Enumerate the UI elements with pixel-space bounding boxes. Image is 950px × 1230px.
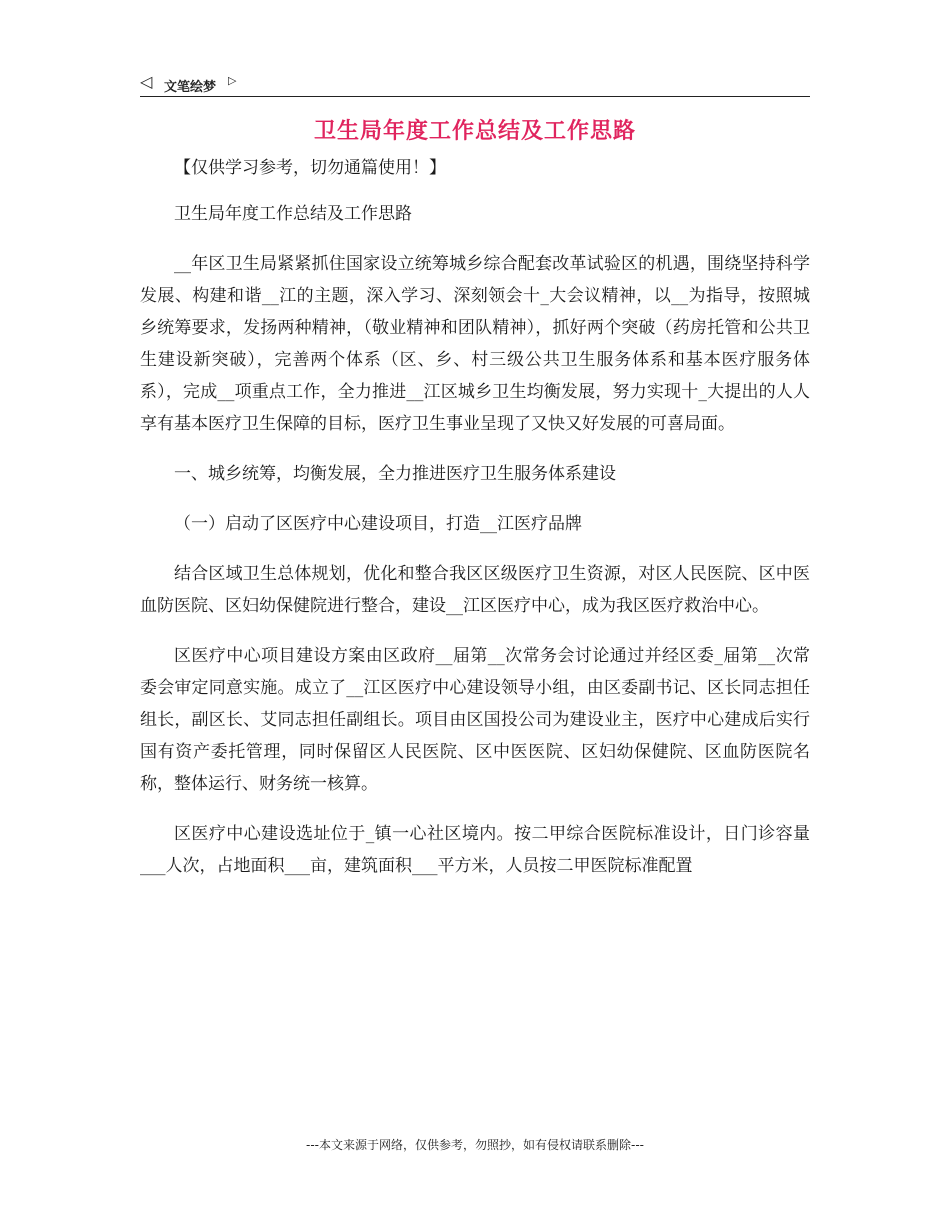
brand-name: 文笔绘梦 [164,80,217,95]
subsection-heading-1: （一）启动了区医疗中心建设项目，打造__江医疗品牌 [174,514,582,534]
page-header [140,72,810,97]
usage-notice: 【仅供学习参考，切勿通篇使用！】 [174,158,446,178]
document-title: 卫生局年度工作总结及工作思路 [313,119,636,144]
paragraph-intro: __年区卫生局紧紧抓住国家设立统筹城乡综合配套改革试验区的机遇，围绕坚持科学发展、构建和谐__江的主题，深入学习、深刻领会十_大会议精神，以__为指导，按照城乡统筹要求，发扬两种精神，（敬业精神和团队精神），抓好两个突破（药房托管和公共卫生建设新突破），完善两个体系（区、乡、村三级公共卫生服务体系和基本医疗服务体系），完成__项重点工作，全力推进__江区城乡卫生均衡发展，努力实现十_大提出的人人享有基本医疗卫生保障的目标，医疗卫生事业呈现了又快又好发展的可喜局面。 [140,254,810,434]
section-heading-1: 一、城乡统筹，均衡发展，全力推进医疗卫生服务体系建设 [174,464,616,484]
triangle-right-icon: ▷ [228,74,237,87]
triangle-left-icon: ◁ [140,72,153,91]
document-body [140,152,810,900]
page-footer: ---本文来源于网络，仅供参考，勿照抄，如有侵权请联系删除--- [306,1138,644,1152]
paragraph-integration: 结合区域卫生总体规划，优化和整合我区区级医疗卫生资源，对区人民医院、区中医血防医院、区妇幼保健院进行整合，建设__江区医疗中心，成为我区医疗救治中心。 [140,564,810,616]
paragraph-plan: 区医疗中心项目建设方案由区政府__届第__次常务会讨论通过并经区委_届第__次常委会审定同意实施。成立了__江区医疗中心建设领导小组，由区委副书记、区长同志担任组长，副区长、艾同志担任副组长。项目由区国投公司为建设业主，医疗中心建成后实行国有资产委托管理，同时保留区人民医院、区中医医院、区妇幼保健院、区血防医院名称，整体运行、财务统一核算。 [140,646,810,794]
body-subtitle: 卫生局年度工作总结及工作思路 [174,204,412,224]
paragraph-site: 区医疗中心建设选址位于_镇一心社区境内。按二甲综合医院标准设计，日门诊容量___人次，占地面积___亩，建筑面积___平方米，人员按二甲医院标准配置 [140,824,810,876]
